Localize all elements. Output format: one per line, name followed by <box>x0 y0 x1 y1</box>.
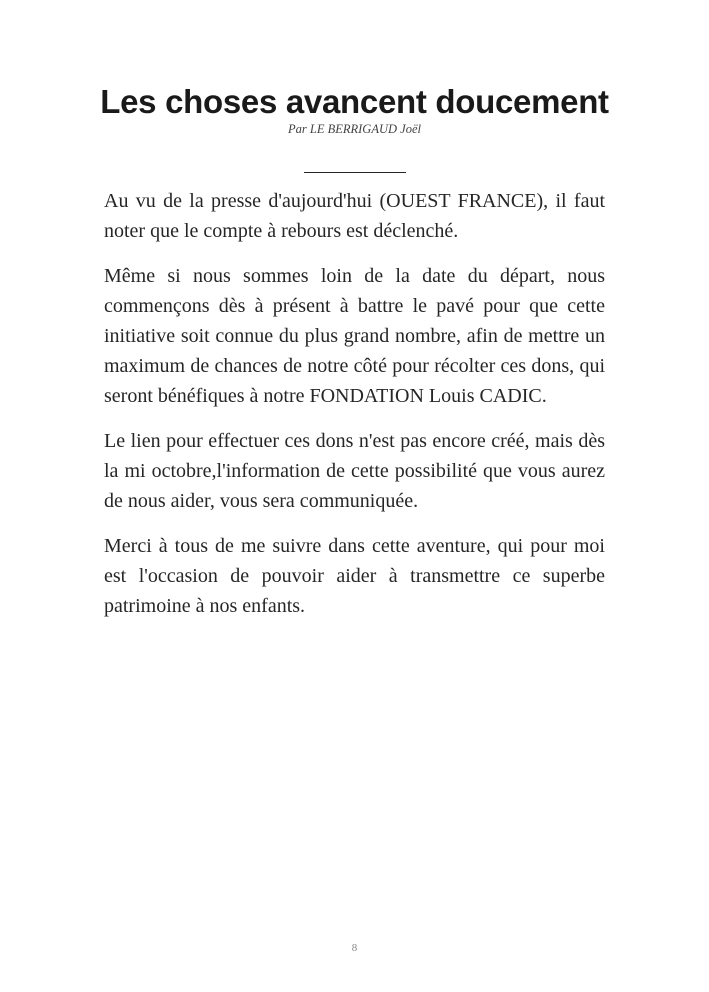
paragraph-3: Le lien pour effectuer ces dons n'est pas encore créé, mais dès la mi octobre,l'information de cette possibilité que vous aurez de nous aider, vous sera communiquée. <box>104 430 605 512</box>
article-body <box>104 186 605 636</box>
page-title: Les choses avancent doucement <box>100 83 609 120</box>
paragraph-4: Merci à tous de me suivre dans cette aventure, qui pour moi est l'occasion de pouvoir aider à transmettre ce superbe patrimoine à nos enfants. <box>104 535 605 617</box>
title-divider <box>304 172 406 173</box>
paragraph-2: Même si nous sommes loin de la date du départ, nous commençons dès à présent à battre le pavé pour que cette initiative soit connue du plus grand nombre, afin de mettre un maximum de chances de notre côté pour récolter ces dons, qui seront bénéfiques à notre FONDATION Louis CADIC. <box>104 265 605 407</box>
page-number: 8 <box>351 942 358 954</box>
author-byline: Par LE BERRIGAUD Joël <box>288 122 421 136</box>
paragraph-1: Au vu de la presse d'aujourd'hui (OUEST FRANCE), il faut noter que le compte à rebours est déclenché. <box>104 190 605 242</box>
